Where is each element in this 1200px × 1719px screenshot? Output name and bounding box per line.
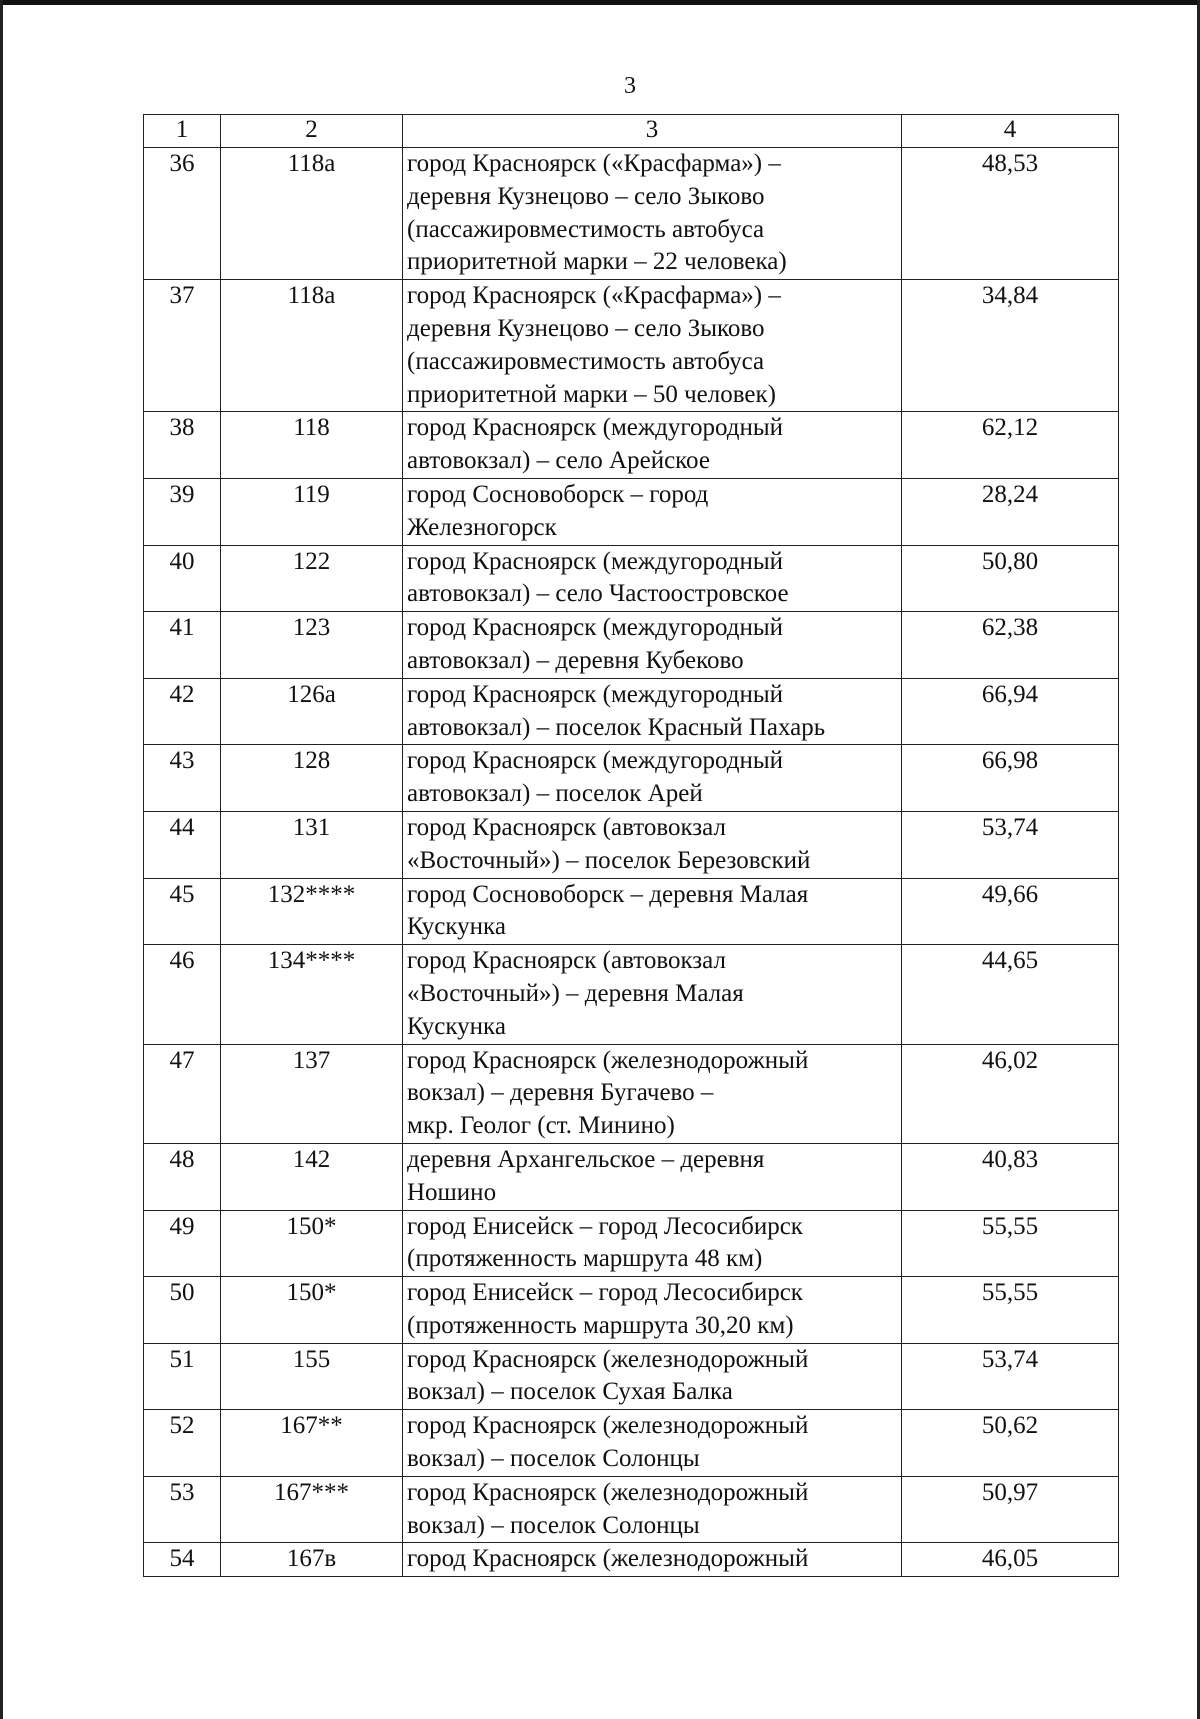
route-number: 167*** <box>221 1476 403 1543</box>
route-description-line: город Енисейск – город Лесосибирск <box>407 1212 803 1240</box>
route-number: 142 <box>221 1143 403 1210</box>
route-description-line: мкр. Геолог (ст. Минино) <box>407 1112 675 1140</box>
route-description <box>403 1044 902 1143</box>
route-description <box>403 1277 902 1344</box>
row-number: 44 <box>144 811 221 878</box>
tariff-value: 53,74 <box>902 811 1119 878</box>
header-col-2: 2 <box>221 115 403 148</box>
table-row <box>144 412 1119 479</box>
route-number: 118 <box>221 412 403 479</box>
route-description <box>403 545 902 612</box>
route-description-line: город Красноярск (междугородный <box>407 747 784 775</box>
table-row <box>144 878 1119 945</box>
tariff-value: 46,05 <box>902 1543 1119 1577</box>
route-description-line: деревня Архангельское – деревня <box>407 1145 765 1173</box>
route-description <box>403 1410 902 1477</box>
table-row <box>144 1277 1119 1344</box>
tariff-value: 50,97 <box>902 1476 1119 1543</box>
table-row <box>144 945 1119 1044</box>
tariff-value: 34,84 <box>902 280 1119 412</box>
route-description-line: Кускунка <box>407 913 506 941</box>
row-number: 38 <box>144 412 221 479</box>
tariff-value: 62,38 <box>902 612 1119 679</box>
route-description <box>403 1343 902 1410</box>
route-number: 123 <box>221 612 403 679</box>
route-description-line: город Красноярск (междугородный <box>407 614 784 642</box>
route-description-line: город Красноярск («Красфарма») – <box>407 282 781 310</box>
route-number: 118а <box>221 148 403 280</box>
table-row <box>144 545 1119 612</box>
tariff-value: 53,74 <box>902 1343 1119 1410</box>
route-number: 150* <box>221 1277 403 1344</box>
row-number: 45 <box>144 878 221 945</box>
route-description-line: (протяженность маршрута 30,20 км) <box>407 1311 794 1339</box>
route-description-line: автовокзал) – село Арейское <box>407 447 710 475</box>
row-number: 39 <box>144 478 221 545</box>
route-description <box>403 1210 902 1277</box>
tariff-value: 28,24 <box>902 478 1119 545</box>
route-description-line: город Красноярск (железнодорожный <box>407 1412 809 1440</box>
tariff-value: 48,53 <box>902 148 1119 280</box>
route-description <box>403 945 902 1044</box>
route-description <box>403 1143 902 1210</box>
route-description-line: автовокзал) – поселок Красный Пахарь <box>407 713 826 741</box>
route-description-line: город Енисейск – город Лесосибирск <box>407 1279 803 1307</box>
route-description-line: вокзал) – поселок Сухая Балка <box>407 1378 733 1406</box>
route-description <box>403 612 902 679</box>
route-description <box>403 478 902 545</box>
route-description-line: вокзал) – поселок Солонцы <box>407 1445 700 1473</box>
route-number: 155 <box>221 1343 403 1410</box>
route-description <box>403 280 902 412</box>
table-header-row <box>144 115 1119 148</box>
tariff-value: 40,83 <box>902 1143 1119 1210</box>
row-number: 42 <box>144 678 221 745</box>
route-description-line: автовокзал) – село Частоостровское <box>407 580 789 608</box>
route-description-line: город Красноярск (железнодорожный <box>407 1345 809 1373</box>
route-description-line: город Красноярск (междугородный <box>407 414 784 442</box>
page-number: 3 <box>624 73 636 99</box>
row-number: 41 <box>144 612 221 679</box>
tariff-value: 50,80 <box>902 545 1119 612</box>
table-row <box>144 280 1119 412</box>
route-description <box>403 678 902 745</box>
tariff-value: 55,55 <box>902 1277 1119 1344</box>
scan-top-edge <box>0 0 1200 5</box>
tariff-value: 62,12 <box>902 412 1119 479</box>
tariff-value: 49,66 <box>902 878 1119 945</box>
route-description <box>403 878 902 945</box>
route-number: 126а <box>221 678 403 745</box>
route-description-line: вокзал) – деревня Бугачево – <box>407 1079 714 1107</box>
row-number: 53 <box>144 1476 221 1543</box>
route-description-line: город Красноярск (железнодорожный <box>407 1046 809 1074</box>
table-row <box>144 811 1119 878</box>
header-col-4: 4 <box>902 115 1119 148</box>
row-number: 40 <box>144 545 221 612</box>
route-number: 134**** <box>221 945 403 1044</box>
tariff-value: 66,98 <box>902 745 1119 812</box>
route-number: 132**** <box>221 878 403 945</box>
table-row <box>144 1143 1119 1210</box>
table-row <box>144 1543 1119 1577</box>
route-description-line: город Красноярск (автовокзал <box>407 947 726 975</box>
row-number: 43 <box>144 745 221 812</box>
route-description-line: город Красноярск (железнодорожный <box>407 1545 809 1573</box>
header-col-1: 1 <box>144 115 221 148</box>
table-row <box>144 1210 1119 1277</box>
route-description-line: (пассажировместимость автобуса <box>407 215 765 243</box>
route-description-line: (пассажировместимость автобуса <box>407 347 765 375</box>
route-description-line: Ношино <box>407 1178 497 1206</box>
row-number: 52 <box>144 1410 221 1477</box>
route-description <box>403 1543 902 1577</box>
row-number: 46 <box>144 945 221 1044</box>
route-description-line: Кускунка <box>407 1012 506 1040</box>
table-row <box>144 678 1119 745</box>
table-row <box>144 478 1119 545</box>
route-description-line: деревня Кузнецово – село Зыково <box>407 182 765 210</box>
tariff-value: 55,55 <box>902 1210 1119 1277</box>
route-description-line: автовокзал) – деревня Кубеково <box>407 646 744 674</box>
route-number: 128 <box>221 745 403 812</box>
row-number: 36 <box>144 148 221 280</box>
route-description-line: автовокзал) – поселок Арей <box>407 780 703 808</box>
route-description <box>403 412 902 479</box>
row-number: 49 <box>144 1210 221 1277</box>
table-row <box>144 1410 1119 1477</box>
route-number: 167** <box>221 1410 403 1477</box>
route-description <box>403 811 902 878</box>
tariff-value: 66,94 <box>902 678 1119 745</box>
route-description-line: «Восточный») – деревня Малая <box>407 979 744 1007</box>
tariff-value: 44,65 <box>902 945 1119 1044</box>
route-description-line: город Красноярск (железнодорожный <box>407 1478 809 1506</box>
route-description-line: город Красноярск («Красфарма») – <box>407 150 781 177</box>
row-number: 50 <box>144 1277 221 1344</box>
tariff-value: 50,62 <box>902 1410 1119 1477</box>
route-description-line: город Красноярск (междугородный <box>407 680 784 708</box>
row-number: 47 <box>144 1044 221 1143</box>
route-description-line: деревня Кузнецово – село Зыково <box>407 314 765 342</box>
route-number: 131 <box>221 811 403 878</box>
route-description <box>403 745 902 812</box>
route-number: 137 <box>221 1044 403 1143</box>
table-row <box>144 148 1119 280</box>
route-description-line: вокзал) – поселок Солонцы <box>407 1511 700 1539</box>
table-row <box>144 1476 1119 1543</box>
route-description-line: (протяженность маршрута 48 км) <box>407 1245 763 1273</box>
route-description-line: город Красноярск (междугородный <box>407 547 784 575</box>
route-description <box>403 148 902 280</box>
table-row <box>144 1044 1119 1143</box>
table-row <box>144 745 1119 812</box>
row-number: 37 <box>144 280 221 412</box>
tariff-value: 46,02 <box>902 1044 1119 1143</box>
route-description-line: «Восточный») – поселок Березовский <box>407 846 811 874</box>
route-description-line: приоритетной марки – 22 человека) <box>407 248 787 276</box>
route-description-line: город Сосновоборск – деревня Малая <box>407 880 809 908</box>
table-row <box>144 612 1119 679</box>
route-number: 167в <box>221 1543 403 1577</box>
route-description-line: город Сосновоборск – город <box>407 480 709 508</box>
route-number: 150* <box>221 1210 403 1277</box>
route-description-line: город Красноярск (автовокзал <box>407 813 726 841</box>
row-number: 51 <box>144 1343 221 1410</box>
row-number: 54 <box>144 1543 221 1577</box>
route-number: 118а <box>221 280 403 412</box>
route-number: 119 <box>221 478 403 545</box>
header-col-3: 3 <box>403 115 902 148</box>
route-description-line: Железногорск <box>407 513 557 541</box>
route-description-line: приоритетной марки – 50 человек) <box>407 380 776 408</box>
scan-left-edge <box>0 0 3 1719</box>
route-description <box>403 1476 902 1543</box>
route-tariff-table <box>143 114 1119 1577</box>
row-number: 48 <box>144 1143 221 1210</box>
route-number: 122 <box>221 545 403 612</box>
table-row <box>144 1343 1119 1410</box>
